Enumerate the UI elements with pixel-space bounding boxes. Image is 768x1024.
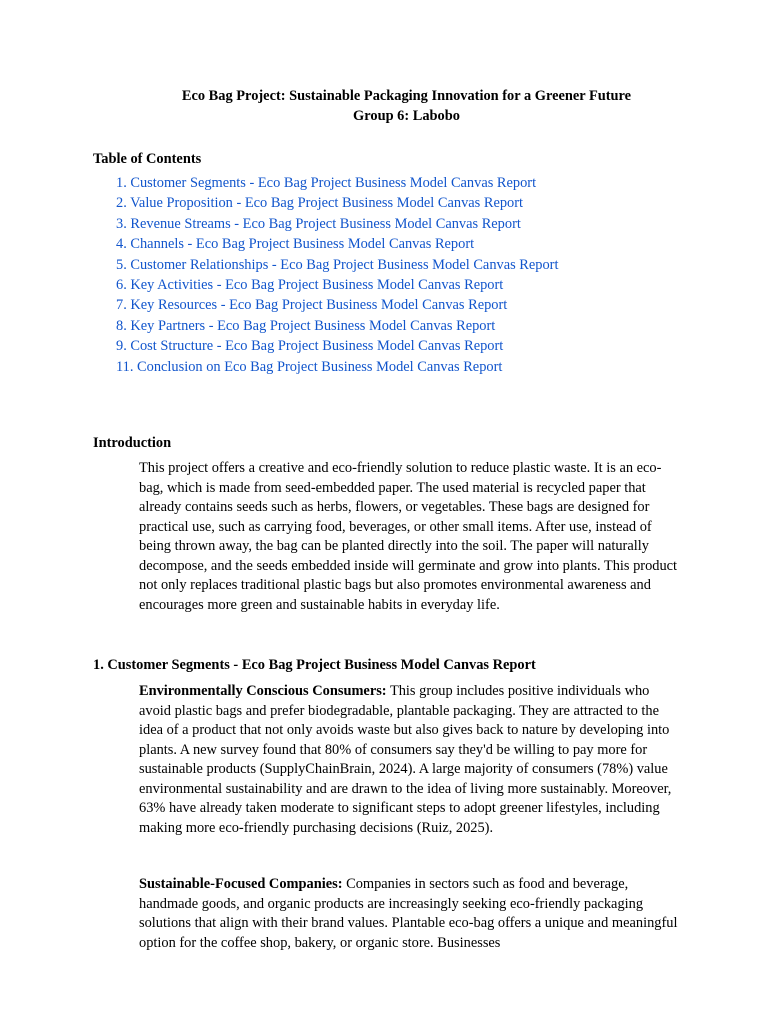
table-of-contents xyxy=(116,173,558,377)
paragraph-environmentally-conscious-consumers xyxy=(139,682,679,838)
toc-link[interactable]: 3. Revenue Streams - Eco Bag Project Business Model Canvas Report xyxy=(116,215,521,232)
toc-link[interactable]: 5. Customer Relationships - Eco Bag Project Business Model Canvas Report xyxy=(116,256,559,273)
toc-link[interactable]: 6. Key Activities - Eco Bag Project Business Model Canvas Report xyxy=(116,276,504,293)
introduction-paragraph: This project offers a creative and eco-friendly solution to reduce plastic waste. It is an eco-bag, which is made from seed-embedded paper. The used material is recycled paper that already contains seeds such as herbs, flowers, or vegetables. These bags are designed for practical use, such as carrying food, beverages, or other small items. After use, instead of being thrown away, the bag can be planted directly into the soil. The paper will naturally decompose, and the seeds embedded inside will germinate and grow into plants. This product not only replaces traditional plastic bags but also promotes environmental awareness and encourages more green and sustainable habits in everyday life. xyxy=(139,460,678,613)
document-title: Eco Bag Project: Sustainable Packaging Innovation for a Greener Future xyxy=(181,88,632,104)
paragraph-body: This group includes positive individuals who avoid plastic bags and prefer biodegradable, plantable packaging. They are attracted to the idea of a product that not only avoids waste but also gives back to nature by developing into plants. A new survey found that 80% of consumers say they'd be willing to pay more for sustainable products (SupplyChainBrain, 2024). A large majority of consumers (78%) value environmental sustainability and are drawn to the idea of living more sustainably. Moreover, 63% have already taken moderate to significant steps to adopt greener lifestyles, including making more eco-friendly purchasing decisions (Ruiz, 2025). xyxy=(139,683,672,836)
toc-link[interactable]: 1. Customer Segments - Eco Bag Project Business Model Canvas Report xyxy=(116,175,537,191)
paragraph-lead: Environmentally Conscious Consumers: xyxy=(139,683,387,699)
document-subtitle: Group 6: Labobo xyxy=(353,107,460,124)
paragraph-lead: Sustainable-Focused Companies: xyxy=(139,876,343,892)
toc-link[interactable]: 9. Cost Structure - Eco Bag Project Business Model Canvas Report xyxy=(116,338,504,355)
toc-link[interactable]: 2. Value Proposition - Eco Bag Project Business Model Canvas Report xyxy=(116,195,524,212)
toc-link[interactable]: 11. Conclusion on Eco Bag Project Business Model Canvas Report xyxy=(116,358,503,375)
toc-link[interactable]: 7. Key Resources - Eco Bag Project Business Model Canvas Report xyxy=(116,297,508,314)
section-heading-customer-segments: 1. Customer Segments - Eco Bag Project Business Model Canvas Report xyxy=(93,657,536,673)
toc-link[interactable]: 4. Channels - Eco Bag Project Business Model Canvas Report xyxy=(116,236,475,253)
paragraph-sustainable-focused-companies xyxy=(139,875,679,953)
introduction-heading: Introduction xyxy=(93,435,172,451)
title-block xyxy=(0,87,768,126)
toc-heading: Table of Contents xyxy=(93,151,202,167)
toc-link[interactable]: 8. Key Partners - Eco Bag Project Business Model Canvas Report xyxy=(116,317,496,334)
paragraph-body: Companies in sectors such as food and beverage, handmade goods, and organic products are increasingly seeking eco-friendly packaging solutions that align with their brand values. Plantable eco-bag offers a unique and meaningful option for the coffee shop, bakery, or organic store. Businesses xyxy=(139,876,678,951)
